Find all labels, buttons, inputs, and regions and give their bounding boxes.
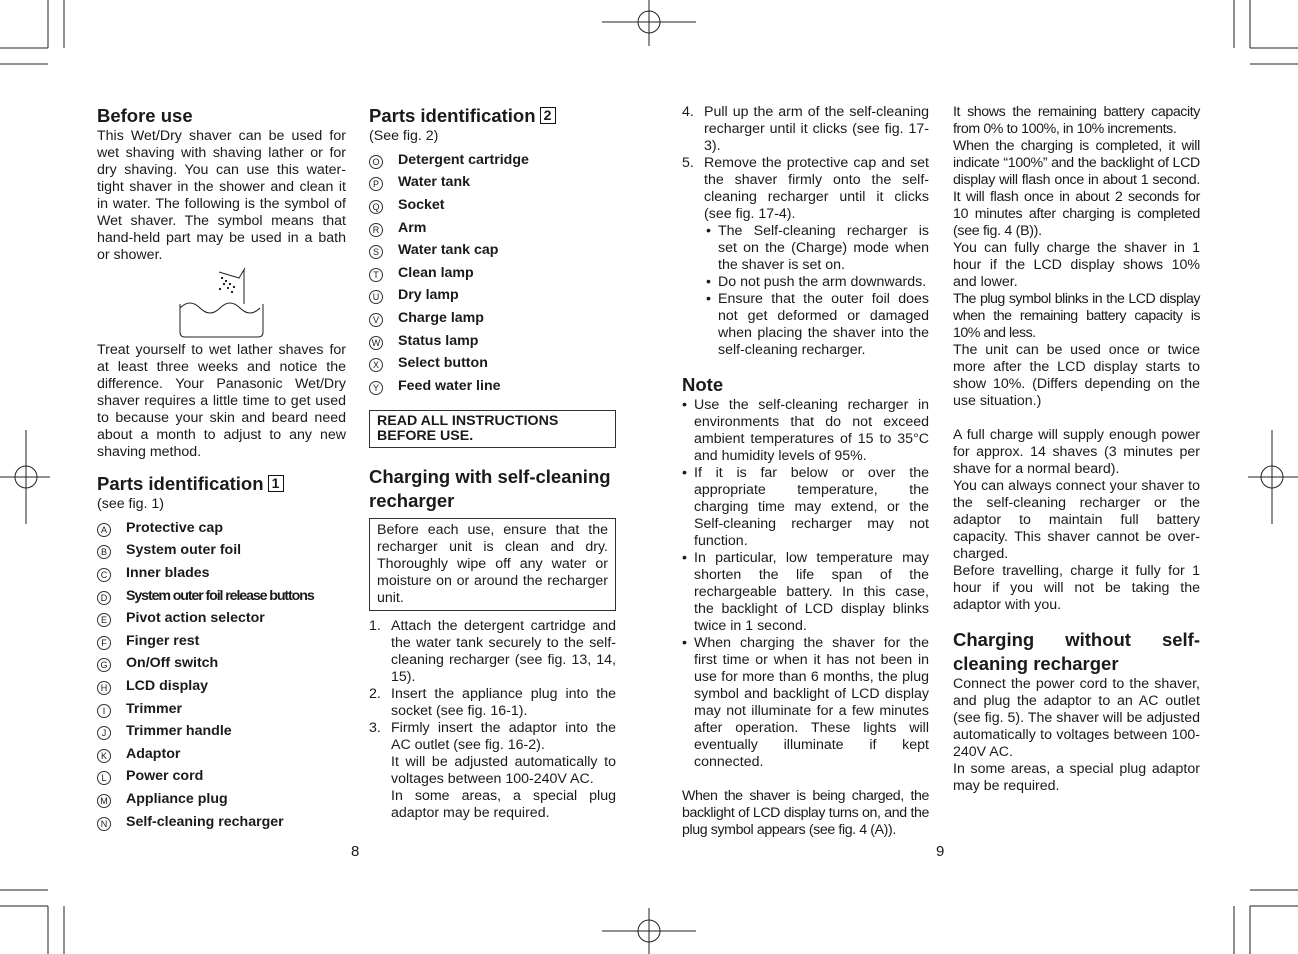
part-item: O Detergent cartridge — [369, 149, 616, 172]
full-charge-time-text: You can fully charge the shaver in 1 hour if the LCD display shows 10% and lower. — [953, 240, 1200, 290]
part-item: G On/Off switch — [97, 653, 346, 676]
page-number-right: 9 — [936, 843, 945, 860]
special-adaptor-text: In some areas, a special plug adaptor may be required. — [953, 761, 1200, 794]
before-use-text: This Wet/Dry shaver can be used for wet shaving with shaving lather or for dry shaving. You can use this water-tight shaver in the shower and clean it in water. The following is the symbol of Wet shaver. The symbol means that hand-held part may be used in a bath or shower. — [97, 128, 346, 263]
sub-bullet: • The Self-cleaning recharger is set on the (Charge) mode when the shaver is set on. — [706, 223, 929, 274]
part-item: Q Socket — [369, 194, 616, 217]
step-item: 1. Attach the detergent cartridge and the water tank securely to the self-cleaning recharger (see fig. 13, 14, 15). — [369, 617, 616, 685]
step-item: 2. Insert the appliance plug into the socket (see fig. 16-1). — [369, 685, 616, 719]
treat-yourself-text: Treat yourself to wet lather shaves for at least three weeks and notice the difference. Your Panasonic Wet/Dry shaver requires a little time to get used to because your skin and beard need about a month to adjust to any new shaving method. — [97, 342, 346, 460]
part-item: J Trimmer handle — [97, 720, 346, 743]
battery-capacity-text: It shows the remaining battery capacity from 0% to 100%, in 10% increments. — [953, 104, 1200, 137]
part-item: K Adaptor — [97, 743, 346, 766]
part-item: Y Feed water line — [369, 375, 616, 398]
step-item: 4. Pull up the arm of the self-cleaning recharger until it clicks (see fig. 17-3). — [682, 104, 929, 154]
note-bullet: • In particular, low temperature may shorten the life span of the rechargeable battery. In this case, the backlight of LCD display blinks twice in 1 second. — [682, 550, 929, 635]
parts-1-fig-ref: (see fig. 1) — [97, 496, 165, 512]
page-number-left: 8 — [351, 843, 360, 860]
connect-power-cord-text: Connect the power cord to the shaver, and plug the adaptor to an AC outlet (see fig. 5). The shaver will be adjusted automatically to voltages between 100-240V AC. — [953, 676, 1200, 760]
charging-steps-1-3 — [369, 618, 616, 822]
read-instructions-warning: READ ALL INSTRUCTIONS BEFORE USE. — [369, 410, 616, 448]
before-each-use-box: Before each use, ensure that the recharger unit is clean and dry. Thoroughly wipe off any water or moisture on or around the recharger unit. — [369, 518, 616, 611]
step-3-voltage-note: It will be adjusted automatically to voltages between 100-240V AC. — [391, 753, 616, 787]
travel-text: Before travelling, charge it fully for 1 hour if you will not be taking the adaptor with you. — [953, 563, 1200, 613]
step-item: 3. Firmly insert the adaptor into the AC outlet (see fig. 16-2). It will be adjusted automatically to voltages between 100-240V AC. In some areas, a special plug adaptor may be required. — [369, 719, 616, 821]
column-4 — [953, 104, 1200, 795]
parts-2-fig-ref: (See fig. 2) — [369, 128, 439, 144]
parts-list-1 — [97, 517, 346, 833]
charging-steps-4-5 — [682, 104, 929, 223]
part-item: E Pivot action selector — [97, 607, 346, 630]
parts-list-2 — [369, 149, 616, 398]
part-item: T Clean lamp — [369, 262, 616, 285]
note-bullet: • When charging the shaver for the first time or when it has not been in use for more than 6 months, the plug symbol and backlight of LCD display may not illuminate for a few minutes after operation. These lights will eventually illuminate if kept connected. — [682, 635, 929, 771]
fig-number-box: 1 — [268, 475, 284, 492]
note-heading: Note — [682, 374, 724, 395]
part-item: M Appliance plug — [97, 788, 346, 811]
part-item: U Dry lamp — [369, 285, 616, 308]
part-item: W Status lamp — [369, 330, 616, 353]
when-charged-text: When the shaver is being charged, the backlight of LCD display turns on, and the plug symbol appears (see fig. 4 (A)). — [682, 788, 929, 838]
part-item: P Water tank — [369, 172, 616, 195]
part-item: B System outer foil — [97, 540, 346, 563]
fig-number-box: 2 — [540, 107, 556, 124]
part-item: D System outer foil release buttons — [97, 585, 346, 608]
part-item: S Water tank cap — [369, 239, 616, 262]
shaves-per-charge-text: A full charge will supply enough power for approx. 14 shaves (3 minutes per shave for a normal beard). — [953, 427, 1200, 477]
part-item: I Trimmer — [97, 698, 346, 721]
part-item: L Power cord — [97, 766, 346, 789]
remaining-use-text: The unit can be used once or twice more after the LCD display starts to show 10%. (Differs depending on the use situation.) — [953, 342, 1200, 409]
column-1 — [97, 104, 346, 833]
part-item: F Finger rest — [97, 630, 346, 653]
part-item: V Charge lamp — [369, 307, 616, 330]
column-2 — [369, 104, 616, 822]
parts-identification-2-heading: Parts identification 2 — [369, 104, 616, 128]
sub-bullet: • Ensure that the outer foil does not get deformed or damaged when placing the shaver into the self-cleaning recharger. — [706, 291, 929, 359]
before-use-heading: Before use — [97, 105, 193, 126]
part-item: A Protective cap — [97, 517, 346, 540]
charge-complete-text: When the charging is completed, it will indicate “100%” and the backlight of LCD display will flash once in about 1 second. It will flash once in about 2 seconds for 10 minutes after charging is completed (see fig. 4 (B)). — [953, 138, 1200, 239]
part-item: C Inner blades — [97, 562, 346, 585]
column-3 — [682, 104, 929, 839]
always-connect-text: You can always connect your shaver to the self-cleaning recharger or the adaptor to maintain full battery capacity. This shaver cannot be over-charged. — [953, 478, 1200, 562]
note-bullet: • Use the self-cleaning recharger in environments that do not exceed ambient temperatures of 15 to 35°C and humidity levels of 95%. — [682, 397, 929, 465]
charging-with-recharger-heading: Charging with self-cleaning recharger — [369, 465, 611, 511]
parts-identification-1-heading: Parts identification 1 — [97, 472, 346, 496]
wet-shaver-shower-icon — [97, 264, 346, 342]
part-item: R Arm — [369, 217, 616, 240]
step-item: 5. Remove the protective cap and set the shaver firmly onto the self-cleaning recharger until it clicks (see fig. 17-4). — [682, 155, 929, 222]
part-item: N Self-cleaning recharger — [97, 811, 346, 834]
part-item: X Select button — [369, 352, 616, 375]
step-3-plug-note: In some areas, a special plug adaptor may be required. — [391, 787, 616, 821]
note-bullet: • If it is far below or over the appropriate temperature, the charging time may extend, or the Self-cleaning recharger may not function. — [682, 465, 929, 550]
sub-bullet: • Do not push the arm downwards. — [706, 274, 929, 291]
plug-symbol-blink-text: The plug symbol blinks in the LCD display when the remaining battery capacity is 10% and less. — [953, 291, 1200, 341]
part-item: H LCD display — [97, 675, 346, 698]
charging-without-recharger-heading: Charging without self-cleaning recharger — [953, 629, 1200, 674]
